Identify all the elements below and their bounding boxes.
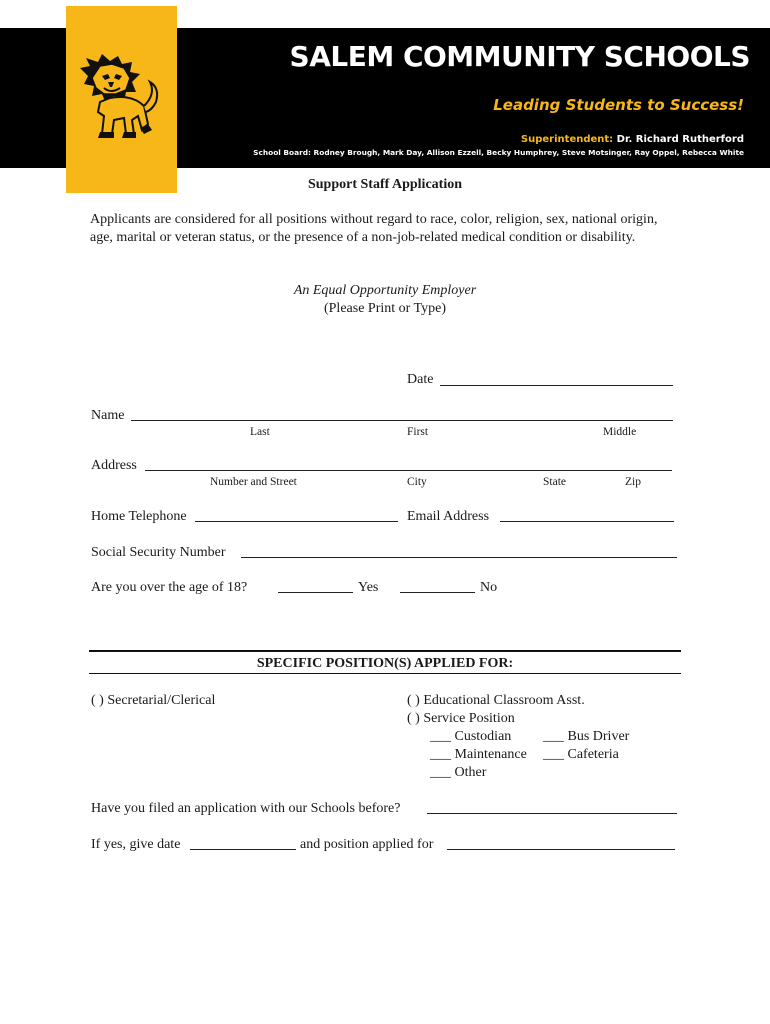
form-title: Support Staff Application — [307, 177, 463, 192]
date-field[interactable] — [440, 385, 673, 386]
home-telephone-label: Home Telephone — [91, 509, 187, 524]
option-maintenance[interactable]: ___ Maintenance — [430, 747, 527, 762]
print-note: (Please Print or Type) — [323, 301, 446, 316]
tagline: Leading Students to Success! — [493, 96, 744, 114]
lion-mascot-icon — [74, 54, 162, 140]
school-name: SALEM COMMUNITY SCHOOLS — [289, 40, 750, 73]
address-label: Address — [91, 458, 137, 473]
filed-before-field[interactable] — [427, 813, 677, 814]
address-street-caption: Number and Street — [210, 476, 297, 488]
filed-before-question: Have you filed an application with our Schools before? — [91, 801, 401, 816]
age-yes-field[interactable] — [278, 592, 353, 593]
positions-top-rule — [89, 650, 681, 652]
age-question: Are you over the age of 18? — [91, 580, 248, 595]
if-yes-date-label: If yes, give date — [91, 837, 181, 852]
age-yes-label: Yes — [358, 580, 379, 595]
ssn-label: Social Security Number — [91, 545, 226, 560]
superintendent-name: Dr. Richard Rutherford — [616, 134, 744, 145]
logo-block — [66, 6, 177, 193]
superintendent-line — [300, 134, 744, 145]
age-no-label: No — [480, 580, 498, 595]
option-custodian[interactable]: ___ Custodian — [430, 729, 512, 744]
address-field[interactable] — [145, 470, 672, 471]
name-middle-caption: Middle — [603, 426, 637, 438]
school-board-line: School Board: Rodney Brough, Mark Day, Allison Ezzell, Becky Humphrey, Steve Motsinger, Ray Oppel, Rebecca White — [253, 148, 744, 157]
option-classroom-asst[interactable]: ( ) Educational Classroom Asst. — [407, 693, 585, 708]
ssn-field[interactable] — [241, 557, 677, 558]
prior-position-field[interactable] — [447, 849, 675, 850]
name-first-caption: First — [407, 426, 429, 438]
option-other[interactable]: ___ Other — [430, 765, 487, 780]
intro-paragraph: Applicants are considered for all positions without regard to race, color, religion, sex, national origin, age, marital or veteran status, or the presence of a non-job-related medical condition or disability. — [90, 212, 658, 245]
option-secretarial[interactable]: ( ) Secretarial/Clerical — [91, 693, 216, 708]
name-label: Name — [91, 408, 125, 423]
eoe-statement: An Equal Opportunity Employer — [293, 283, 477, 298]
position-applied-label: and position applied for — [300, 837, 434, 852]
email-label: Email Address — [407, 509, 490, 524]
positions-bottom-rule — [89, 673, 681, 674]
option-service-position[interactable]: ( ) Service Position — [407, 711, 515, 726]
option-cafeteria[interactable]: ___ Cafeteria — [543, 747, 619, 762]
option-bus-driver[interactable]: ___ Bus Driver — [543, 729, 630, 744]
home-telephone-field[interactable] — [195, 521, 398, 522]
date-label: Date — [407, 372, 434, 387]
prior-date-field[interactable] — [190, 849, 296, 850]
positions-heading: SPECIFIC POSITION(S) APPLIED FOR: — [256, 656, 514, 671]
age-no-field[interactable] — [400, 592, 475, 593]
address-city-caption: City — [407, 476, 427, 488]
name-field[interactable] — [131, 420, 673, 421]
superintendent-label: Superintendent: — [520, 134, 614, 145]
email-field[interactable] — [500, 521, 674, 522]
address-state-caption: State — [543, 476, 566, 488]
name-last-caption: Last — [250, 426, 270, 438]
address-zip-caption: Zip — [625, 476, 641, 488]
